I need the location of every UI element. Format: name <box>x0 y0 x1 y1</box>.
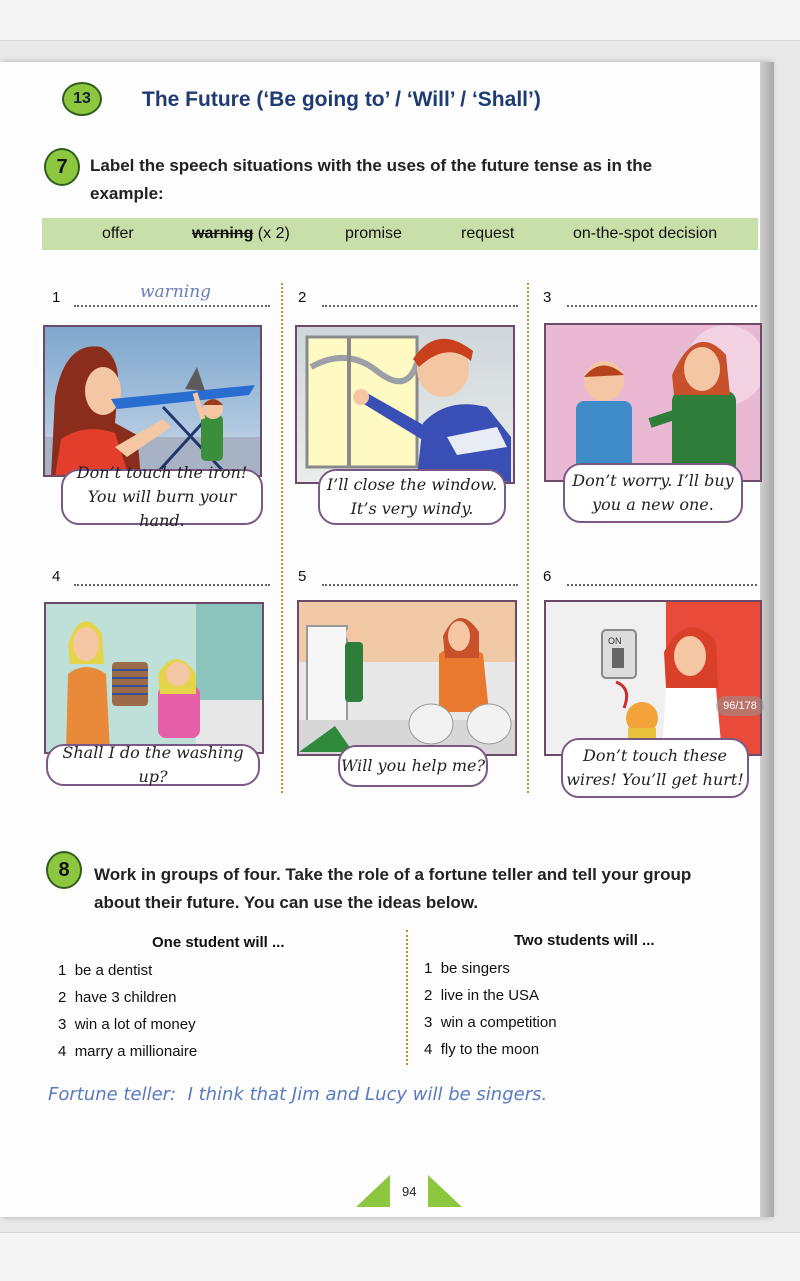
one-student-item <box>58 1016 197 1043</box>
boy-body <box>201 415 223 461</box>
exercise-8-number: 8 <box>58 858 70 881</box>
boy-figure <box>345 642 363 702</box>
item-number: 4 <box>58 1043 67 1060</box>
exercise-7-instruction <box>90 152 652 208</box>
exercise-7-instruction-line2: example: <box>90 184 164 203</box>
example-text: I think that Jim and Lucy will be singers. <box>187 1084 548 1105</box>
item-text: win a competition <box>440 1014 557 1031</box>
bubble-1-line1: Don’t touch the iron! <box>76 463 248 482</box>
switch-toggle <box>612 648 624 668</box>
example-sentence <box>48 1084 547 1105</box>
exercise-8-instruction-line1: Work in groups of four. Take the role of a fortune teller and tell your group <box>94 865 692 884</box>
one-student-heading: One student will ... <box>152 934 285 951</box>
bubble-5-line1: Will you help me? <box>340 756 486 775</box>
mother-face <box>73 627 99 661</box>
item-3-number: 3 <box>543 289 552 306</box>
two-students-item <box>424 1041 557 1068</box>
item-3-answer-line[interactable] <box>567 291 757 307</box>
speech-bubble-1 <box>61 463 263 530</box>
unit-number-badge <box>62 82 102 116</box>
item-4-number: 4 <box>52 568 61 585</box>
item-4-answer-line[interactable] <box>74 570 270 586</box>
item-1-number: 1 <box>52 289 61 306</box>
picture-6 <box>544 600 762 756</box>
speech-bubble-5 <box>338 745 488 787</box>
speech-bubble-6 <box>561 738 749 798</box>
picture-5 <box>297 600 517 756</box>
bubble-1-line2: You will burn your hand. <box>87 487 237 530</box>
item-6-answer-line[interactable] <box>567 570 757 586</box>
item-text: win a lot of money <box>74 1016 196 1033</box>
exercise-7-instruction-line1: Label the speech situations with the uses of the future tense as in the <box>90 156 653 175</box>
item-text: be a dentist <box>74 962 153 979</box>
word-promise: promise <box>345 225 402 242</box>
viewer-top-bar <box>0 0 800 41</box>
word-on-the-spot-decision: on-the-spot decision <box>573 225 718 242</box>
girl-face <box>684 347 720 391</box>
item-2-number: 2 <box>298 289 307 306</box>
kitchen-cupboard <box>196 604 262 714</box>
two-students-item <box>424 960 557 987</box>
word-request: request <box>461 225 515 242</box>
item-1-answer: warning <box>140 282 212 302</box>
one-student-item <box>58 962 197 989</box>
boy-hair <box>203 399 223 405</box>
item-5-number: 5 <box>298 568 307 585</box>
mother-face <box>448 621 470 651</box>
picture-4-illustration <box>46 604 262 752</box>
picture-2 <box>295 325 515 484</box>
word-warning-struck: warning <box>192 225 254 242</box>
picture-6-illustration <box>546 602 760 754</box>
doorway <box>307 626 347 726</box>
boy-shirt <box>576 401 632 471</box>
item-text: have 3 children <box>74 989 177 1006</box>
picture-1 <box>43 325 262 477</box>
item-number: 1 <box>58 962 67 979</box>
exercise-7-badge <box>44 148 80 186</box>
one-student-item <box>58 1043 197 1070</box>
word-warning <box>192 225 290 243</box>
picture-3-illustration <box>546 325 760 480</box>
picture-3 <box>544 323 762 482</box>
bubble-4-line1: Shall I do the washing up? <box>62 743 244 786</box>
bubble-3-line2: you a new one. <box>592 495 714 514</box>
girl-arm <box>650 415 674 423</box>
exercise-8-instruction-line2: about their future. You can use the ideas below. <box>94 893 479 912</box>
item-number: 2 <box>424 987 433 1004</box>
bubble-2-line1: I’ll close the window. <box>326 475 498 494</box>
boy-face <box>346 626 362 642</box>
example-label: Fortune teller: <box>48 1084 177 1105</box>
iron <box>185 367 205 391</box>
item-5-answer-line[interactable] <box>322 570 518 586</box>
shopping-bag-left <box>409 704 453 744</box>
boy-hand <box>353 389 369 405</box>
bubble-3-line1: Don’t worry. I’ll buy <box>572 471 734 490</box>
ideas-separator <box>406 930 408 1065</box>
window-divider <box>347 337 351 467</box>
exercise-8-instruction <box>94 861 691 917</box>
page-number-right-decoration <box>428 1175 462 1207</box>
item-number: 3 <box>424 1014 433 1031</box>
mother-face <box>85 367 121 415</box>
column-separator-2 <box>527 283 529 793</box>
shopping-bag-right <box>467 704 511 744</box>
page-spine <box>760 62 774 1217</box>
item-2-answer-line[interactable] <box>322 291 518 307</box>
unit-title: The Future (‘Be going to’ / ‘Will’ / ‘Shall’) <box>142 88 541 111</box>
speech-bubble-4 <box>46 744 260 786</box>
two-students-item <box>424 987 557 1014</box>
page-indicator: 96/178 <box>716 696 764 716</box>
girl-face <box>166 662 190 686</box>
page-number-left-decoration <box>356 1175 390 1207</box>
item-number: 4 <box>424 1041 433 1058</box>
item-number: 1 <box>424 960 433 977</box>
stack-of-plates <box>112 662 148 706</box>
mother-shirt <box>66 667 110 752</box>
exercise-8-badge <box>46 851 82 889</box>
item-text: be singers <box>440 960 510 977</box>
page-number: 94 <box>402 1184 417 1199</box>
item-number: 2 <box>58 989 67 1006</box>
item-6-number: 6 <box>543 568 552 585</box>
bubble-6-line2: wires! You’ll get hurt! <box>566 770 744 789</box>
bubble-6-line1: Don’t touch these <box>583 746 727 765</box>
two-students-list <box>424 960 557 1068</box>
switch-label: ON <box>608 636 622 646</box>
girl-face <box>674 636 706 676</box>
unit-number: 13 <box>73 90 91 107</box>
picture-5-illustration <box>299 602 515 754</box>
item-text: fly to the moon <box>440 1041 540 1058</box>
two-students-heading: Two students will ... <box>514 932 655 949</box>
two-students-item <box>424 1014 557 1041</box>
speech-bubble-3 <box>563 463 743 523</box>
bubble-2-line2: It’s very windy. <box>350 499 474 518</box>
word-offer: offer <box>102 225 134 242</box>
picture-1-illustration <box>45 327 260 475</box>
picture-4 <box>44 602 264 754</box>
one-student-list <box>58 962 197 1070</box>
viewer-bottom-bar <box>0 1232 800 1281</box>
picture-2-illustration <box>297 327 513 482</box>
exercise-7-number: 7 <box>56 155 68 178</box>
ironing-board <box>111 385 255 409</box>
one-student-item <box>58 989 197 1016</box>
column-separator-1 <box>281 283 283 793</box>
speech-bubble-2 <box>318 469 506 525</box>
item-text: live in the USA <box>440 987 540 1004</box>
word-box <box>42 218 758 250</box>
item-text: marry a millionaire <box>74 1043 198 1060</box>
item-number: 3 <box>58 1016 67 1033</box>
word-warning-count: (x 2) <box>253 225 290 242</box>
